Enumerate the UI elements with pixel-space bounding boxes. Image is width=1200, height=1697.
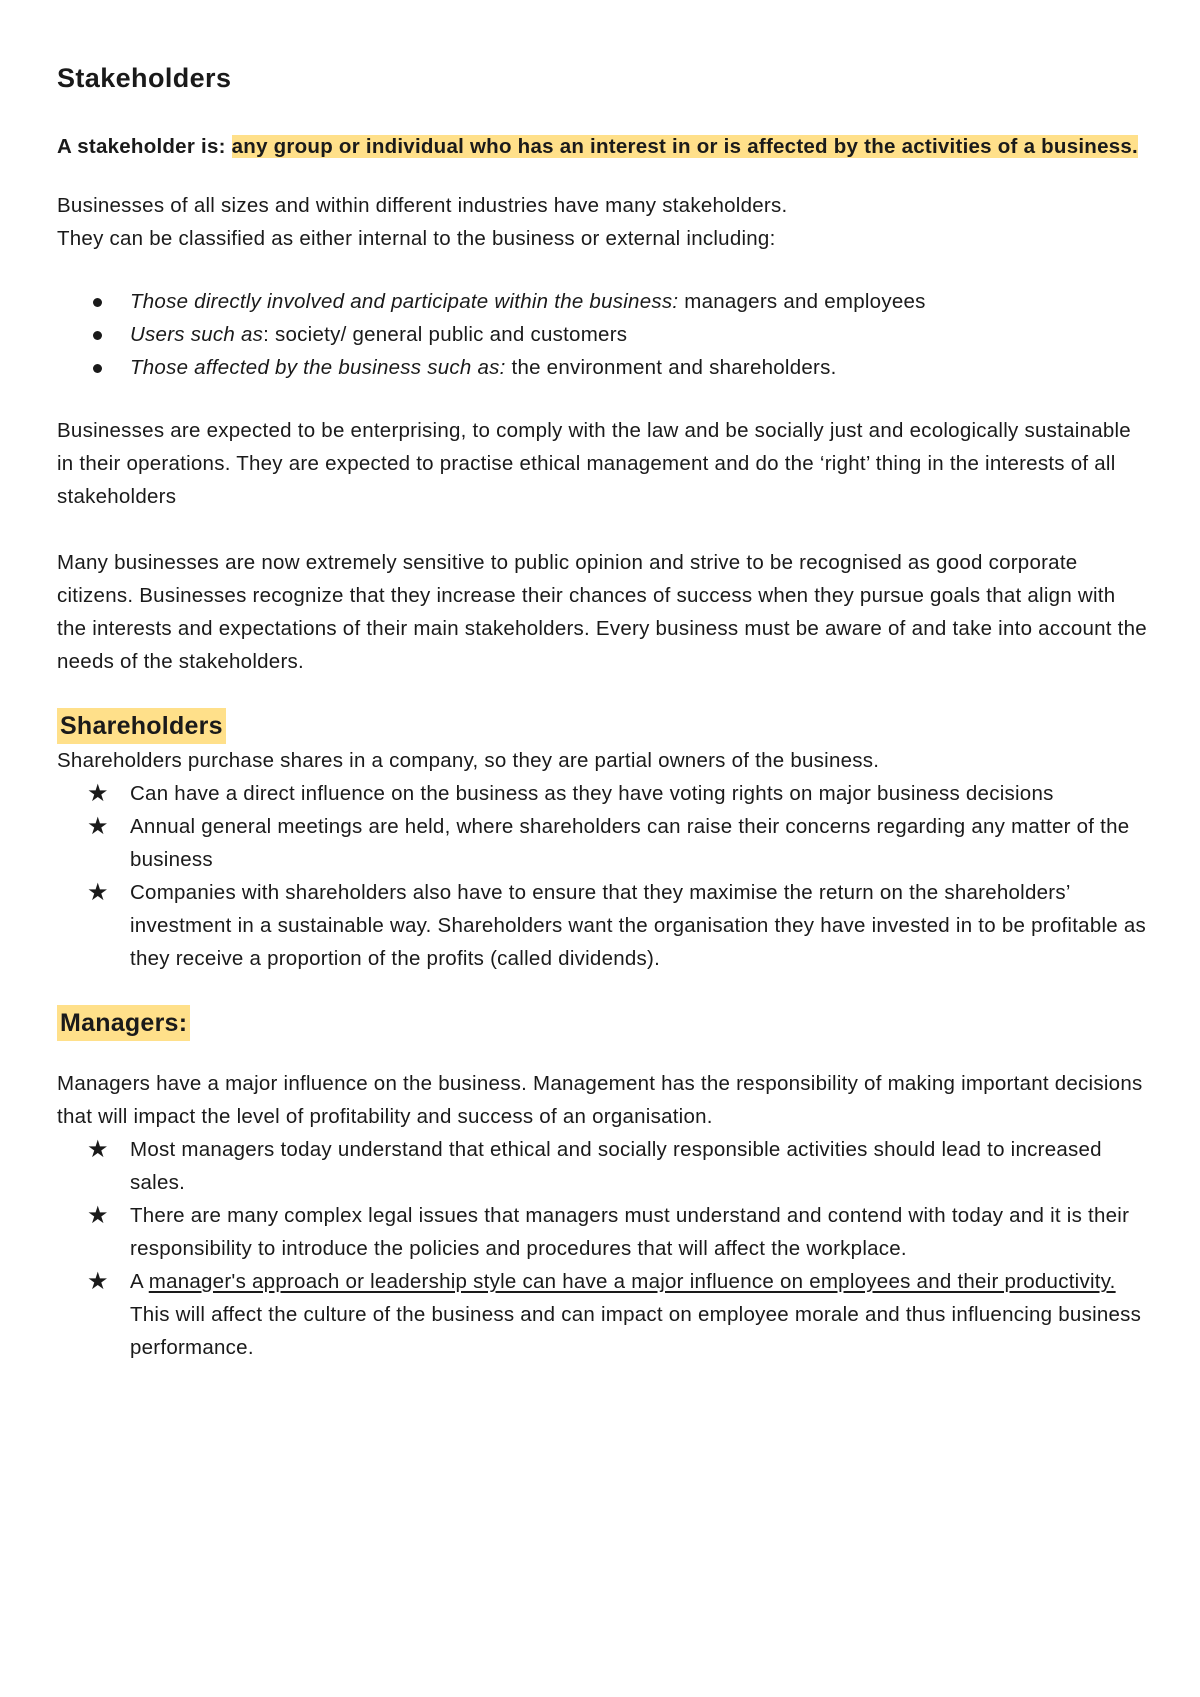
- star-icon: ★: [87, 1136, 109, 1163]
- star-icon: ★: [87, 879, 109, 906]
- list-item-text: Most managers today understand that ethical and socially responsible activities should lead to increased sales.: [130, 1138, 1102, 1194]
- list-item-text: : society/ general public and customers: [263, 323, 628, 346]
- underlined-text: manager's approach or leadership style can have a major influence on employees and their productivity.: [148, 1270, 1116, 1293]
- star-icon: ★: [87, 780, 109, 807]
- document-page: [57, 58, 1147, 1364]
- shareholders-intro: Shareholders purchase shares in a company, so they are partial owners of the business.: [57, 749, 880, 772]
- page-title: Stakeholders: [57, 63, 232, 93]
- paragraph-expectations: Businesses are expected to be enterprising, to comply with the law and be socially just and ecologically sustainable in their operations. They are expected to practise ethical management and do the ‘right’ thing in the interests of all stakeholders: [57, 419, 1131, 508]
- star-icon: ★: [87, 1202, 109, 1229]
- list-item-prefix: A: [130, 1270, 149, 1293]
- shareholders-heading: Shareholders: [57, 708, 226, 744]
- bullet-icon: [93, 331, 102, 340]
- list-item: [57, 285, 1147, 318]
- intro-line-1: Businesses of all sizes and within different industries have many stakeholders.: [57, 194, 788, 217]
- list-item-text: This will affect the culture of the business and can impact on employee morale and thus influencing business performance.: [130, 1303, 1142, 1359]
- list-item-text: managers and employees: [678, 290, 926, 313]
- list-item-text: Annual general meetings are held, where shareholders can raise their concerns regarding any matter of the business: [130, 815, 1130, 871]
- managers-intro: Managers have a major influence on the business. Management has the responsibility of making important decisions that will impact the level of profitability and success of an organisation.: [57, 1072, 1143, 1128]
- bullet-icon: [93, 298, 102, 307]
- list-item-lead: Users such as: [130, 323, 264, 346]
- shareholders-section: [57, 708, 1147, 975]
- definition: [57, 130, 1147, 163]
- list-item-lead: Those directly involved and participate within the business:: [130, 290, 679, 313]
- star-icon: ★: [87, 1268, 109, 1295]
- paragraph-public-opinion: Many businesses are now extremely sensitive to public opinion and strive to be recognised as good corporate citizens. Businesses recognize that they increase their chances of success when they pursue goals that align with the interests and expectations of their main stakeholders. Every business must be aware of and take into account the needs of the stakeholders.: [57, 551, 1147, 673]
- list-item: [57, 810, 1147, 876]
- list-item: [57, 1133, 1147, 1199]
- list-item: [57, 318, 1147, 351]
- stakeholder-category-list: [57, 285, 1147, 384]
- shareholders-points: [57, 777, 1147, 975]
- definition-highlight: any group or individual who has an interest in or is affected by the activities of a business.: [231, 135, 1138, 158]
- list-item: [57, 1199, 1147, 1265]
- list-item-text: Can have a direct influence on the business as they have voting rights on major business decisions: [130, 782, 1054, 805]
- list-item-text: Companies with shareholders also have to ensure that they maximise the return on the shareholders’ investment in a sustainable way. Shareholders want the organisation they have invested in to be profitable as they receive a proportion of the profits (called dividends).: [130, 881, 1147, 970]
- star-icon: ★: [87, 813, 109, 840]
- intro-line-2: They can be classified as either internal to the business or external including:: [57, 227, 776, 250]
- list-item: [57, 351, 1147, 384]
- definition-label: A stakeholder is:: [57, 135, 226, 158]
- list-item: [57, 777, 1147, 810]
- list-item: [57, 1265, 1147, 1364]
- managers-heading: Managers:: [57, 1005, 190, 1041]
- managers-section: [57, 1005, 1147, 1364]
- spacer: [57, 1041, 1147, 1067]
- bullet-icon: [93, 364, 102, 373]
- list-item-lead: Those affected by the business such as:: [130, 356, 506, 379]
- list-item-text: There are many complex legal issues that managers must understand and contend with today and it is their responsibility to introduce the policies and procedures that will affect the workplace.: [130, 1204, 1130, 1260]
- list-item-text: the environment and shareholders.: [505, 356, 837, 379]
- managers-points: [57, 1133, 1147, 1364]
- list-item: [57, 876, 1147, 975]
